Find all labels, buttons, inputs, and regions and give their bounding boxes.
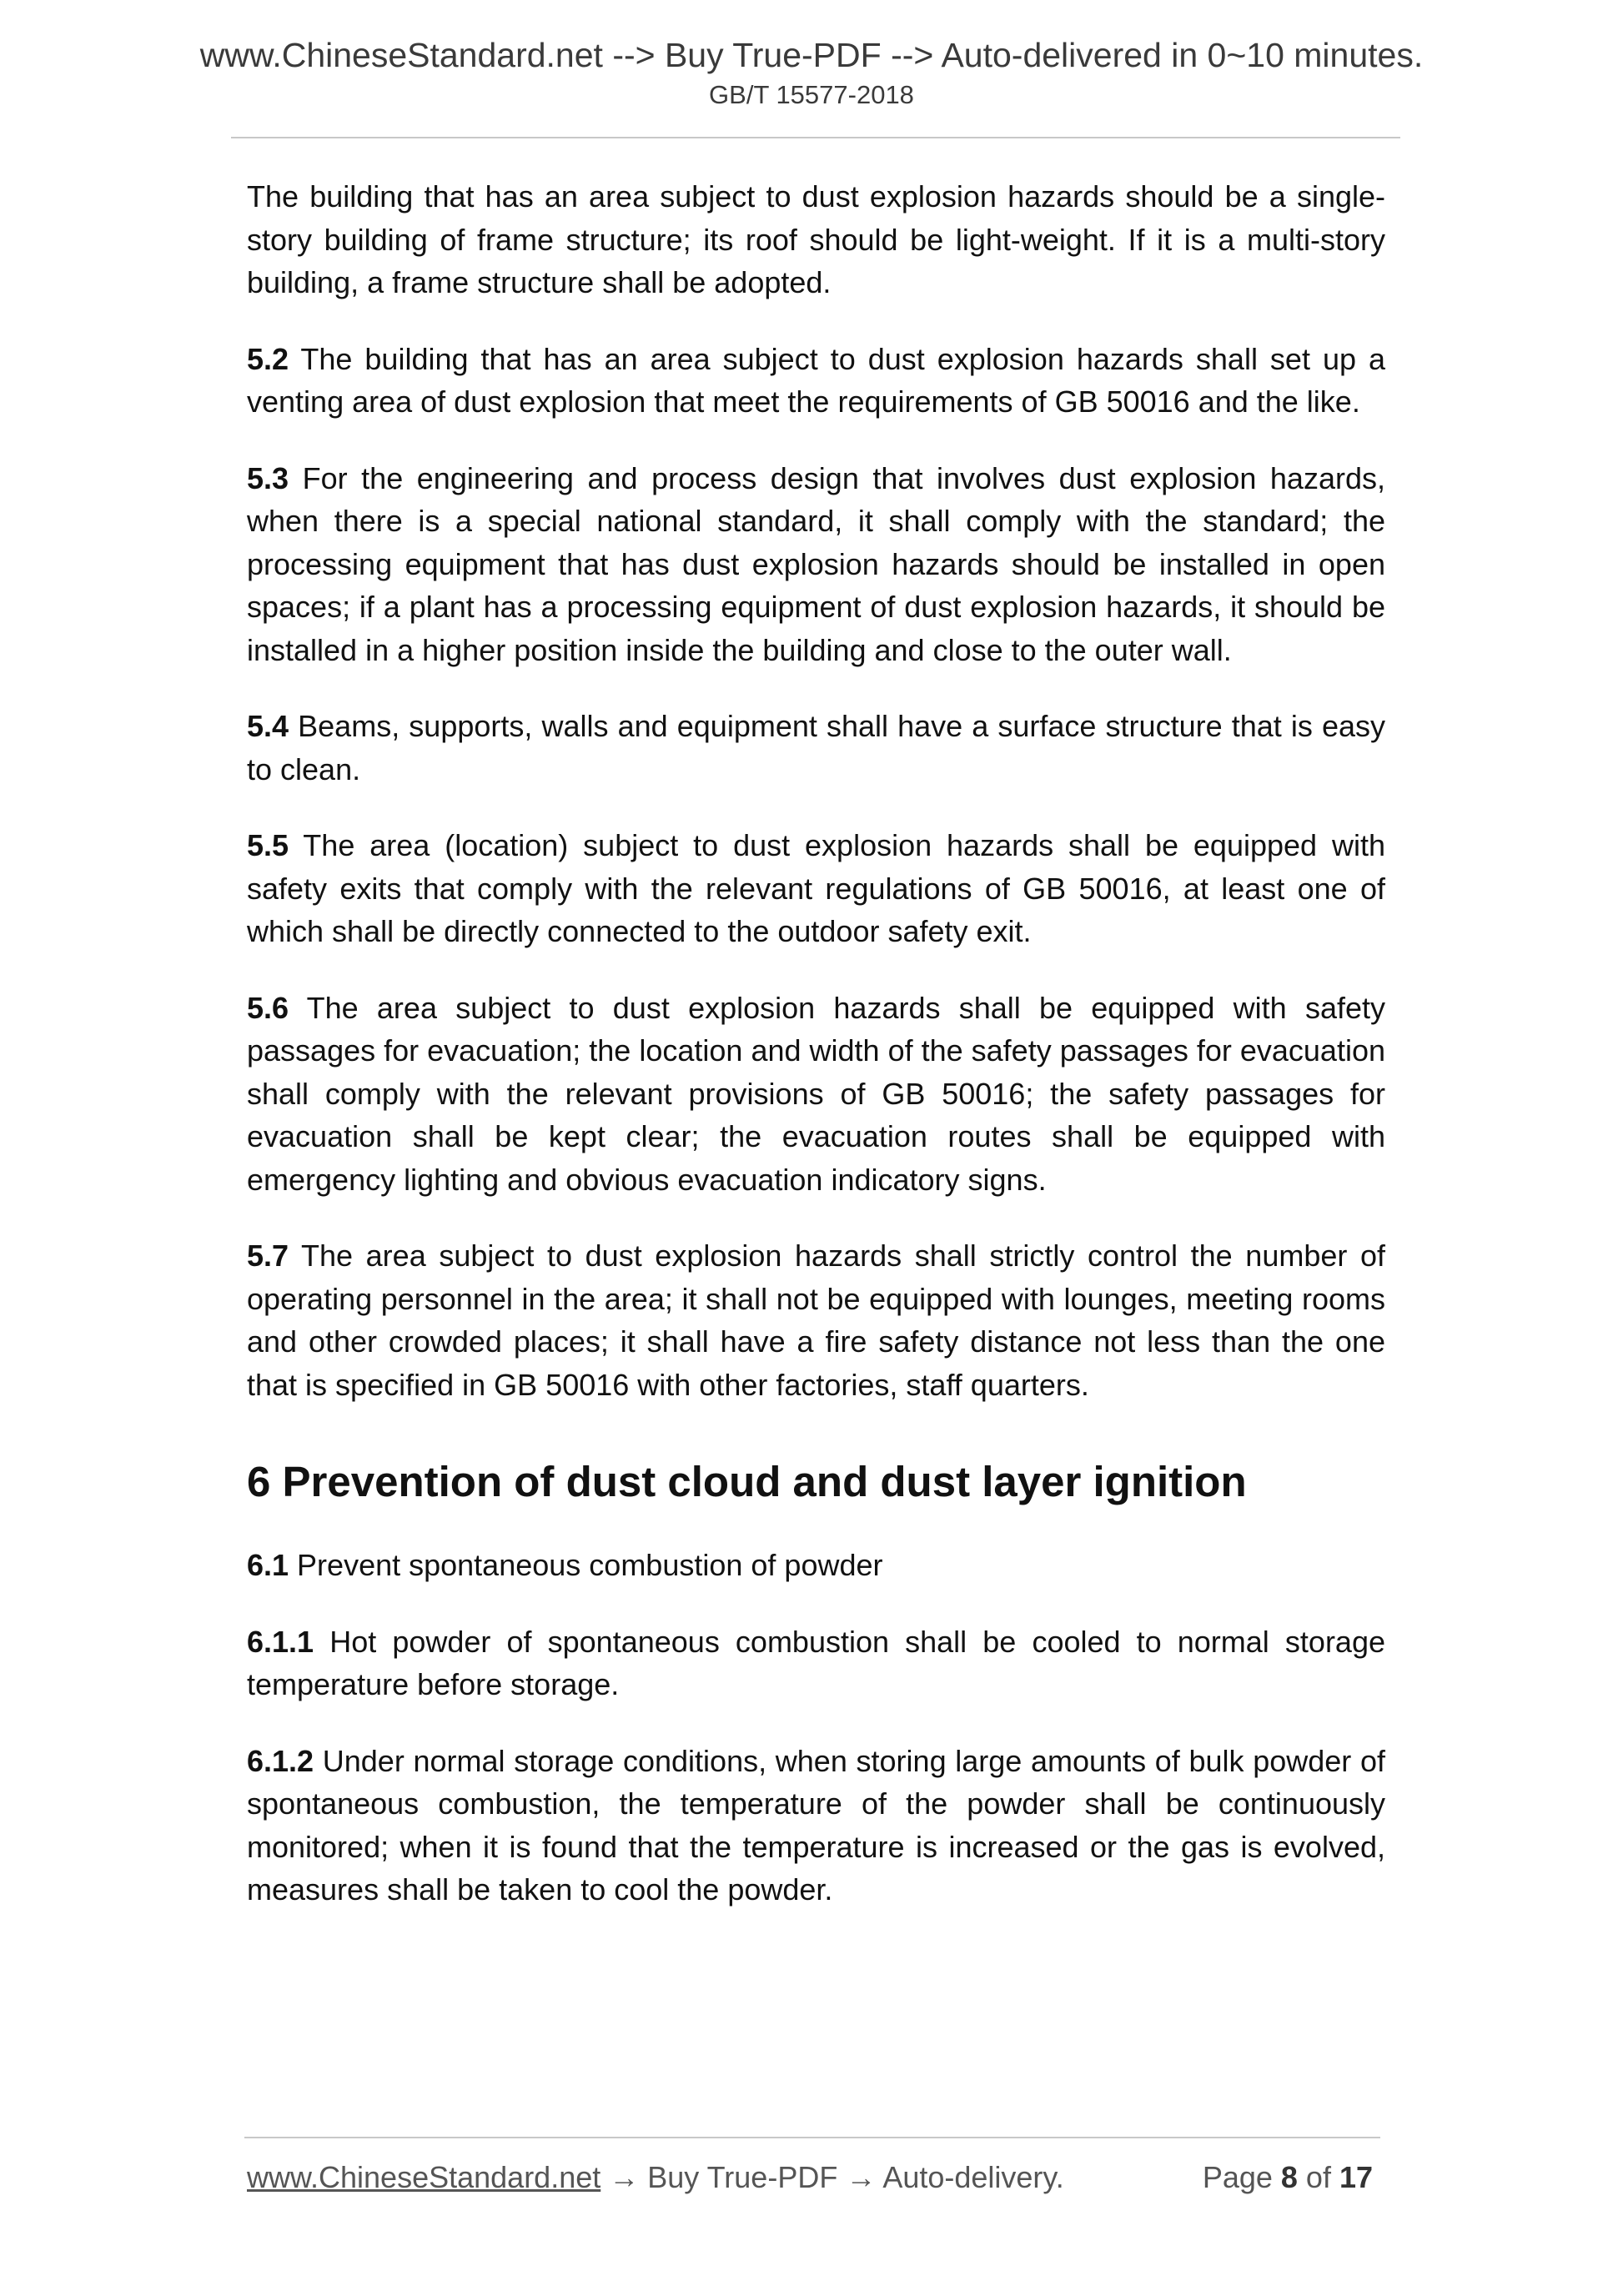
page-of: of [1297,2160,1339,2194]
clause-text: The area subject to dust explosion hazards shall be equipped with safety passages for evacuation; the location and width of the safety passages for evacuation shall comply with the relevant provisions of GB 50016; the safety passages for evacuation shall be kept clear; the evacuation routes shall be equipped with emergency lighting and obvious evacuation indicatory signs. [247,990,1385,1197]
clause-number: 5.6 [247,990,289,1025]
footer-tagline: → Buy True-PDF → Auto-delivery. [600,2160,1064,2194]
top-banner: www.ChineseStandard.net --> Buy True-PDF --> Auto-delivered in 0~10 minutes. [199,36,1424,74]
page-label: Page [1202,2160,1281,2194]
clause-6-1 [247,1544,1385,1587]
clause-text: Hot powder of spontaneous combustion shall be cooled to normal storage temperature before storage. [247,1624,1385,1702]
clause-number: 6.1 [247,1548,289,1583]
clause-number: 5.5 [247,828,289,862]
clause-text: Prevent spontaneous combustion of powder [289,1548,883,1583]
clause-5-2 [247,338,1385,424]
page-indicator [1203,2160,1373,2195]
clause-number: 5.7 [247,1238,289,1273]
clause-text: The area (location) subject to dust explosion hazards shall be equipped with safety exits that comply with the relevant regulations of GB 50016, at least one of which shall be directly connected to the outdoor safety exit. [247,828,1385,948]
clause-5-6 [247,987,1385,1202]
page-total: 17 [1339,2160,1373,2194]
clause-number: 5.3 [247,460,289,495]
clause-number: 5.2 [247,341,289,376]
clause-text: For the engineering and process design that involves dust explosion hazards, when there is a special national standard, it shall comply with the standard; the processing equipment that has dust explosion hazards should be installed in open spaces; if a plant has a processing equipment of dust explosion hazards, it should be installed in a higher position inside the building and close to the outer wall. [247,460,1385,667]
section-heading: 6 Prevention of dust cloud and dust layer ignition [247,1458,1247,1505]
page-current: 8 [1280,2160,1298,2194]
footer-divider [244,2137,1380,2138]
document-code: GB/T 15577-2018 [709,80,914,109]
clause-5-5 [247,824,1385,953]
clause-text: The building that has an area subject to dust explosion hazards shall set up a venting area of dust explosion that meet the requirements of GB 50016 and the like. [247,341,1385,419]
header-divider [231,137,1400,138]
clause-number: 5.4 [247,709,289,743]
intro-paragraph: The building that has an area subject to dust explosion hazards should be a single-story building of frame structure; its roof should be light-weight. If it is a multi-story building, a frame structure shall be adopted. [247,179,1385,299]
clause-text: Under normal storage conditions, when storing large amounts of bulk powder of spontaneous combustion, the temperature of the powder shall be continuously monitored; when it is found that the temperature is increased or the gas is evolved, measures shall be taken to cool the powder. [247,1743,1385,1907]
website-link[interactable]: www.ChineseStandard.net [247,2160,601,2194]
clause-number: 6.1.1 [247,1624,314,1659]
clause-text: The area subject to dust explosion hazards shall strictly control the number of operating personnel in the area; it shall not be equipped with lounges, meeting rooms and other crowded places; it shall have a fire safety distance not less than the one that is specified in GB 50016 with other factories, staff quarters. [247,1238,1385,1402]
clause-text: Beams, supports, walls and equipment shall have a surface structure that is easy to clean. [247,709,1385,786]
footer-left [247,2160,1064,2194]
clause-number: 6.1.2 [247,1743,314,1778]
clause-5-4 [247,705,1385,791]
clause-6-1-1 [247,1620,1385,1706]
clause-6-1-2 [247,1740,1385,1912]
clause-5-3 [247,457,1385,672]
page-content [247,175,1385,1945]
clause-5-7 [247,1234,1385,1406]
page-footer [247,2160,1383,2195]
